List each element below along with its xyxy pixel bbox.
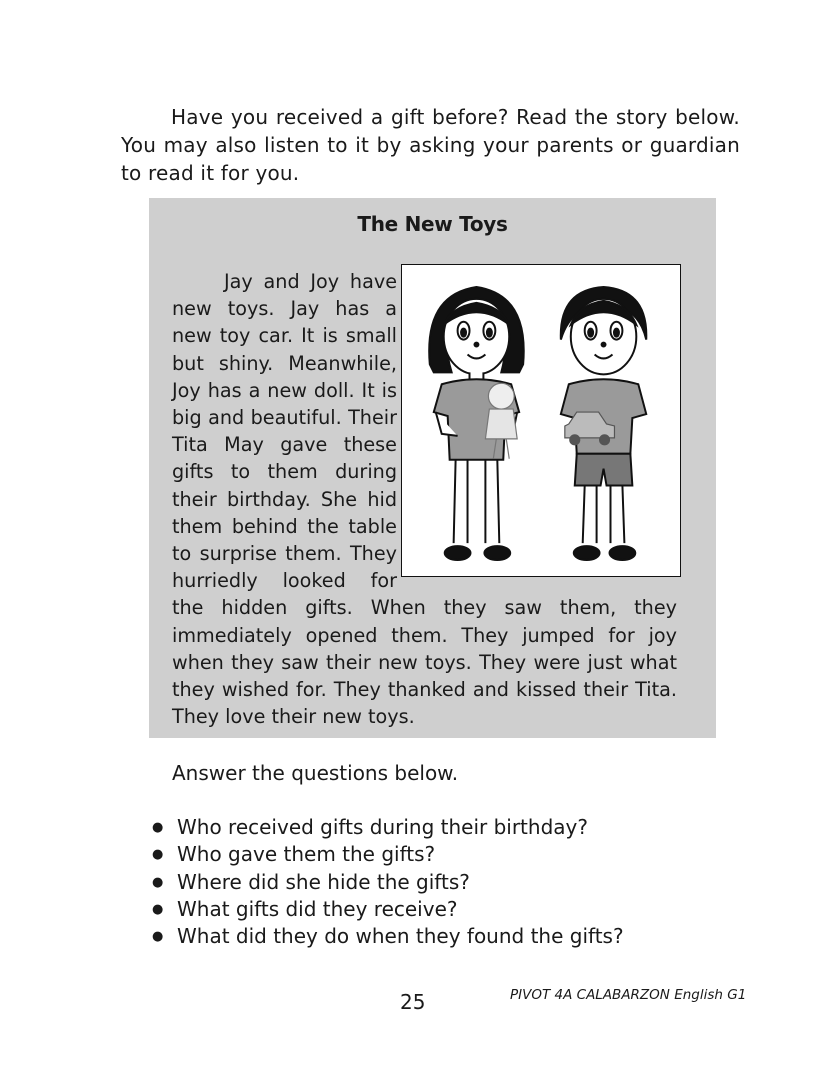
- question-item: [152, 841, 624, 868]
- question-item: [152, 869, 624, 896]
- story-body-text: Jay and Joy have new toys. Jay has a new toy car. It is small but shiny. Meanwhile, Joy has a new doll. It is big and beautiful. Their Tita May gave these gifts to them during their birthday. She hid them behind the table to surprise them. They hurriedly looked for the hidden gifts. When they saw them, they immediately opened them. They jumped for joy when they saw their new toys. They were just what they wished for. They thanked and kissed their Tita. They love their new toys.: [172, 270, 677, 729]
- story-title: The New Toys: [357, 212, 508, 236]
- story-illustration: [401, 264, 681, 577]
- question-text: What did they do when they found the gifts?: [177, 924, 624, 949]
- question-text: What gifts did they receive?: [177, 896, 458, 921]
- question-text: Where did she hide the gifts?: [177, 869, 470, 894]
- question-list: [152, 814, 624, 950]
- bullet-icon: ●: [152, 901, 164, 917]
- bullet-icon: ●: [152, 847, 164, 863]
- bullet-icon: ●: [152, 820, 164, 835]
- boy-figure: [561, 287, 647, 560]
- answer-instruction: Answer the questions below.: [172, 761, 459, 785]
- question-text: Who received gifts during their birthday?: [177, 815, 588, 839]
- girl-figure: [429, 287, 524, 560]
- question-text: Who gave them the gifts?: [177, 842, 436, 867]
- question-item: [152, 896, 624, 923]
- footer-label: PIVOT 4A CALABARZON English G1: [510, 987, 747, 1003]
- bullet-icon: ●: [152, 874, 164, 890]
- question-item: [152, 923, 624, 950]
- bullet-icon: ●: [152, 929, 164, 945]
- story-box: [149, 198, 716, 738]
- page-number: 25: [400, 990, 426, 1014]
- story-body: [172, 268, 677, 730]
- intro-paragraph: Have you received a gift before? Read the story below. You may also listen to it by asking your parents or guardian to read it for you.: [121, 105, 740, 185]
- question-item: [152, 814, 624, 841]
